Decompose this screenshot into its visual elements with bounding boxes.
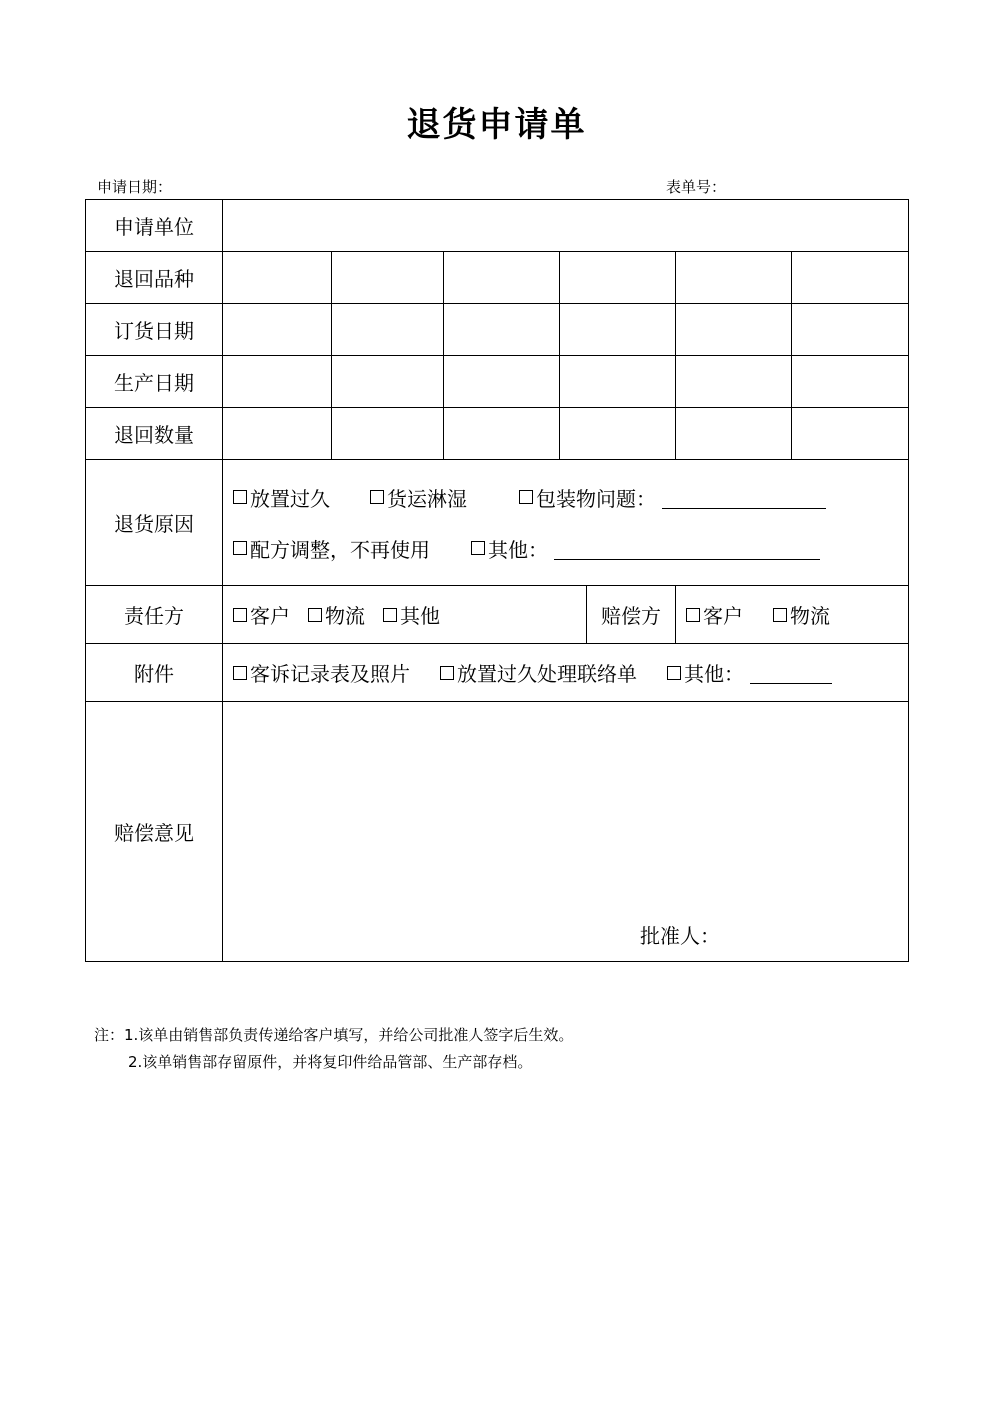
label-order-date: 订货日期 bbox=[86, 304, 223, 356]
row-return-quantity bbox=[86, 408, 909, 460]
apply-date-label: 申请日期： bbox=[97, 178, 173, 196]
checkbox[interactable] bbox=[233, 490, 247, 504]
production-date-cell[interactable] bbox=[792, 356, 909, 408]
order-date-cell[interactable] bbox=[444, 304, 560, 356]
reason-other-field[interactable] bbox=[554, 537, 820, 560]
option-label: 物流 bbox=[790, 604, 830, 628]
return-quantity-cell[interactable] bbox=[444, 408, 560, 460]
reason-option-wet-in-transit[interactable] bbox=[370, 483, 467, 512]
production-date-cell[interactable] bbox=[332, 356, 444, 408]
return-quantity-cell[interactable] bbox=[223, 408, 332, 460]
order-date-cell[interactable] bbox=[223, 304, 332, 356]
return-variety-cell[interactable] bbox=[332, 252, 444, 304]
responsible-option-customer[interactable] bbox=[233, 600, 290, 629]
form-no-label: 表单号： bbox=[666, 178, 727, 196]
label-return-variety: 退回品种 bbox=[86, 252, 223, 304]
label-compensation-opinion: 赔偿意见 bbox=[86, 702, 223, 962]
return-quantity-cell[interactable] bbox=[792, 408, 909, 460]
production-date-cell[interactable] bbox=[223, 356, 332, 408]
option-label: 客户 bbox=[250, 604, 290, 628]
label-production-date: 生产日期 bbox=[86, 356, 223, 408]
responsible-party-options bbox=[223, 586, 587, 644]
return-variety-cell[interactable] bbox=[223, 252, 332, 304]
row-return-variety bbox=[86, 252, 909, 304]
option-label: 包装物问题： bbox=[536, 486, 656, 511]
option-label: 其他 bbox=[400, 604, 440, 628]
checkbox[interactable] bbox=[471, 541, 485, 555]
order-date-cell[interactable] bbox=[332, 304, 444, 356]
checkbox[interactable] bbox=[233, 541, 247, 555]
row-compensation-opinion bbox=[86, 702, 909, 962]
checkbox[interactable] bbox=[233, 666, 247, 680]
return-quantity-cell[interactable] bbox=[332, 408, 444, 460]
row-production-date bbox=[86, 356, 909, 408]
checkbox[interactable] bbox=[233, 608, 247, 622]
compensating-option-logistics[interactable] bbox=[773, 600, 830, 629]
row-return-reason bbox=[86, 460, 909, 586]
return-quantity-cell[interactable] bbox=[676, 408, 792, 460]
option-label: 配方调整，不再使用 bbox=[250, 537, 430, 562]
checkbox[interactable] bbox=[308, 608, 322, 622]
compensating-option-customer[interactable] bbox=[686, 600, 743, 629]
return-reason-options bbox=[223, 460, 909, 586]
reason-option-packaging[interactable] bbox=[519, 483, 656, 512]
return-variety-cell[interactable] bbox=[560, 252, 676, 304]
label-applicant-unit: 申请单位 bbox=[86, 200, 223, 252]
row-attachments bbox=[86, 644, 909, 702]
return-quantity-cell[interactable] bbox=[560, 408, 676, 460]
return-variety-cell[interactable] bbox=[792, 252, 909, 304]
option-label: 客诉记录表及照片 bbox=[250, 662, 410, 686]
return-variety-cell[interactable] bbox=[676, 252, 792, 304]
compensation-opinion-field[interactable] bbox=[223, 702, 909, 962]
order-date-cell[interactable] bbox=[560, 304, 676, 356]
option-label: 客户 bbox=[703, 604, 743, 628]
label-return-reason: 退货原因 bbox=[86, 460, 223, 586]
reason-option-long-storage[interactable] bbox=[233, 483, 330, 512]
attachment-option-other[interactable] bbox=[667, 658, 744, 687]
attachment-option-storage-notice[interactable] bbox=[440, 658, 637, 687]
order-date-cell[interactable] bbox=[676, 304, 792, 356]
label-attachments: 附件 bbox=[86, 644, 223, 702]
packaging-issue-field[interactable] bbox=[662, 486, 826, 509]
option-label: 其他： bbox=[488, 537, 548, 562]
checkbox[interactable] bbox=[519, 490, 533, 504]
checkbox[interactable] bbox=[370, 490, 384, 504]
note-line-2: 2.该单销售部存留原件，并将复印件给品管部、生产部存档。 bbox=[128, 1053, 533, 1071]
attachment-option-complaint-record[interactable] bbox=[233, 658, 410, 687]
checkbox[interactable] bbox=[383, 608, 397, 622]
row-order-date bbox=[86, 304, 909, 356]
row-applicant-unit bbox=[86, 200, 909, 252]
reason-option-formula-change[interactable] bbox=[233, 534, 430, 563]
note-line-1: 注：1.该单由销售部负责传递给客户填写，并给公司批准人签字后生效。 bbox=[94, 1026, 574, 1044]
option-label: 放置过久处理联络单 bbox=[457, 662, 637, 686]
checkbox[interactable] bbox=[440, 666, 454, 680]
label-return-quantity: 退回数量 bbox=[86, 408, 223, 460]
option-label: 物流 bbox=[325, 604, 365, 628]
checkbox[interactable] bbox=[686, 608, 700, 622]
return-variety-cell[interactable] bbox=[444, 252, 560, 304]
applicant-unit-field[interactable] bbox=[223, 200, 909, 252]
approver-label: 批准人： bbox=[640, 924, 720, 948]
production-date-cell[interactable] bbox=[676, 356, 792, 408]
attachment-other-field[interactable] bbox=[750, 661, 832, 684]
production-date-cell[interactable] bbox=[560, 356, 676, 408]
option-label: 货运淋湿 bbox=[387, 486, 467, 511]
checkbox[interactable] bbox=[773, 608, 787, 622]
option-label: 放置过久 bbox=[250, 486, 330, 511]
notes bbox=[94, 1022, 573, 1076]
row-responsible-party bbox=[86, 586, 909, 644]
responsible-option-other[interactable] bbox=[383, 600, 440, 629]
compensating-party-options bbox=[676, 586, 909, 644]
reason-option-other[interactable] bbox=[471, 534, 548, 563]
responsible-option-logistics[interactable] bbox=[308, 600, 365, 629]
attachment-options bbox=[223, 644, 909, 702]
checkbox[interactable] bbox=[667, 666, 681, 680]
page-title: 退货申请单 bbox=[406, 105, 587, 145]
label-compensating-party: 赔偿方 bbox=[587, 586, 676, 644]
option-label: 其他： bbox=[684, 662, 744, 686]
production-date-cell[interactable] bbox=[444, 356, 560, 408]
return-request-form bbox=[85, 199, 909, 962]
label-responsible-party: 责任方 bbox=[86, 586, 223, 644]
order-date-cell[interactable] bbox=[792, 304, 909, 356]
